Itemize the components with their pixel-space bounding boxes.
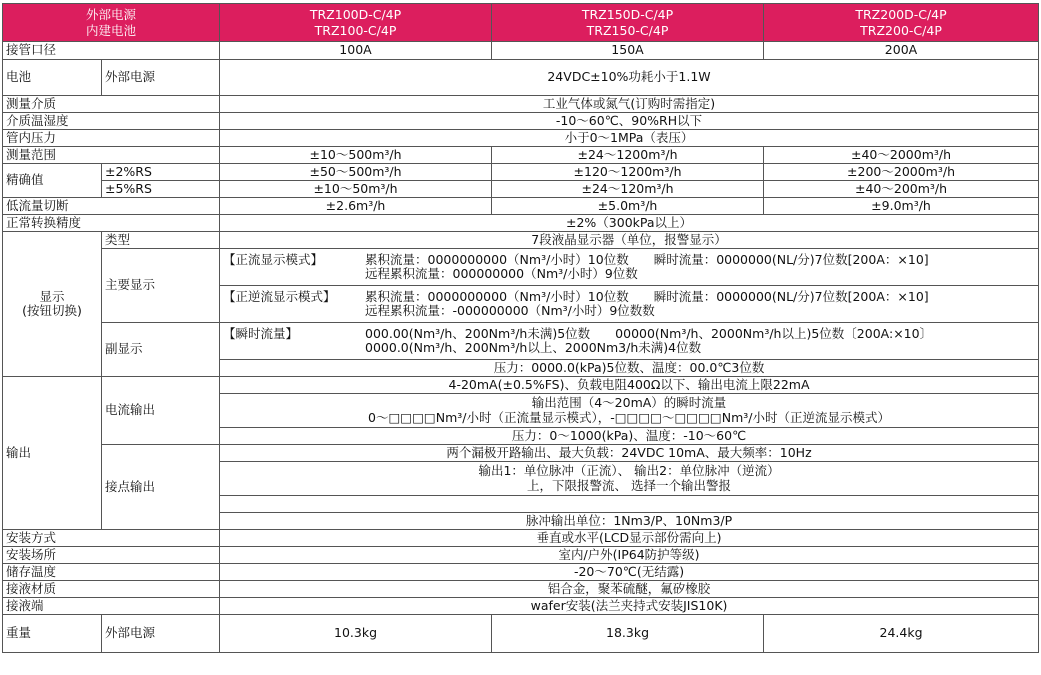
value-range-200: ±40～2000m³/h [764, 147, 1039, 164]
sublabel-display-main: 主要显示 [102, 249, 220, 323]
value-display-forward-mode [220, 249, 1039, 286]
value-range-150: ±24～1200m³/h [492, 147, 764, 164]
header-row [3, 4, 1039, 42]
label-output: 输出 [3, 377, 102, 530]
label-install: 安装方式 [3, 530, 220, 547]
value-connection: wafer安装(法兰夹持式安装JIS10K) [220, 598, 1039, 615]
label-conversion: 正常转换精度 [3, 215, 220, 232]
bidirectional-mode-line-2: 远程累积流量：-000000000（Nm³/小时）9位数数 [365, 303, 655, 318]
instant-mode-line-2: 0000.0(Nm³/h、200Nm³/h以上、2000Nm3/h未满)4位数 [365, 340, 702, 355]
value-contact-output-3: 脉冲输出单位：1Nm3/P、10Nm3/P [220, 513, 1039, 530]
value-current-output-3: 压力：0～1000(kPa)、温度：-10～60℃ [220, 428, 1039, 445]
current-output-range-detail: 0～□□□□Nm³/小时（正流量显示模式），-□□□□～□□□□Nm³/小时（正逆流显示模式） [368, 409, 890, 425]
row-display-sub-instant [3, 323, 1039, 360]
header-model-100 [220, 4, 492, 42]
row-location [3, 547, 1039, 564]
sublabel-contact-output: 接点输出 [102, 445, 220, 530]
header-power-cell [3, 4, 220, 42]
spec-table [2, 3, 1039, 653]
sublabel-display-sub: 副显示 [102, 323, 220, 377]
header-model-200 [764, 4, 1039, 42]
model-150d: TRZ150D-C/4P [581, 6, 674, 22]
value-conversion: ±2%（300kPa以上） [220, 215, 1039, 232]
sublabel-weight-external: 外部电源 [102, 615, 220, 653]
forward-mode-label: 【正流显示模式】 [223, 251, 324, 267]
label-pressure: 管内压力 [3, 130, 220, 147]
value-accuracy-5-200: ±40～200m³/h [764, 181, 1039, 198]
value-contact-output-empty [220, 496, 1039, 513]
row-range [3, 147, 1039, 164]
value-cutoff-100: ±2.6m³/h [220, 198, 492, 215]
row-pipe [3, 42, 1039, 60]
value-accuracy-2-150: ±120～1200m³/h [492, 164, 764, 181]
row-install [3, 530, 1039, 547]
display-label: 显示 [39, 288, 65, 304]
forward-mode-line-2: 远程累积流量：000000000（Nm³/小时）9位数 [365, 266, 638, 281]
model-100d: TRZ100D-C/4P [309, 6, 402, 22]
model-200d: TRZ200D-C/4P [855, 6, 947, 22]
value-display-pressure-temp: 压力：0000.0(kPa)5位数、温度：00.0℃3位数 [220, 360, 1039, 377]
row-output-contact-1 [3, 445, 1039, 462]
label-battery: 电池 [3, 60, 102, 96]
forward-mode-line-1: 累积流量：0000000000（Nm³/小时）10位数 瞬时流量：0000000(NL/分)7位数[200A：×10] [365, 251, 929, 267]
value-temp: -10～60℃、90%RH以下 [220, 113, 1039, 130]
label-storage: 储存温度 [3, 564, 220, 581]
model-150: TRZ150-C/4P [586, 22, 669, 38]
row-accuracy-2 [3, 164, 1039, 181]
value-location: 室内/户外(IP64防护等级) [220, 547, 1039, 564]
row-temp [3, 113, 1039, 130]
value-current-output-1: 4-20mA(±0.5%FS)、负载电阻400Ω以下、输出电流上限22mA [220, 377, 1039, 394]
value-pipe-100: 100A [220, 42, 492, 60]
display-label-button-switch: (按钮切换) [22, 303, 82, 318]
row-conversion [3, 215, 1039, 232]
value-pressure: 小于0～1MPa（表压） [220, 130, 1039, 147]
value-material: 铝合金，聚苯硫醚，氟矽橡胶 [220, 581, 1039, 598]
label-weight: 重量 [3, 615, 102, 653]
value-medium: 工业气体或氮气(订购时需指定) [220, 96, 1039, 113]
value-accuracy-2-100: ±50～500m³/h [220, 164, 492, 181]
value-display-bidirectional-mode [220, 286, 1039, 323]
row-medium [3, 96, 1039, 113]
model-100: TRZ100-C/4P [314, 22, 397, 38]
contact-output-pulse: 输出1：单位脉冲（正流）、 输出2：单位脉冲（逆流） [478, 463, 780, 478]
value-accuracy-5-150: ±24～120m³/h [492, 181, 764, 198]
row-cutoff [3, 198, 1039, 215]
value-accuracy-2-200: ±200～2000m³/h [764, 164, 1039, 181]
label-material: 接液材质 [3, 581, 220, 598]
sublabel-accuracy-5rs: ±5%RS [102, 181, 220, 198]
header-built-in-battery: 内建电池 [86, 22, 137, 38]
label-medium: 测量介质 [3, 96, 220, 113]
row-display-type [3, 232, 1039, 249]
label-pipe: 接管口径 [3, 42, 220, 60]
value-display-instant [220, 323, 1039, 360]
value-display-type: 7段液晶显示器（单位，报警显示） [220, 232, 1039, 249]
value-contact-output-1: 两个漏极开路输出、最大负载：24VDC 10mA、最大频率：10Hz [220, 445, 1039, 462]
value-storage: -20～70℃(无结露) [220, 564, 1039, 581]
label-connection: 接液端 [3, 598, 220, 615]
row-weight [3, 615, 1039, 653]
label-accuracy: 精确值 [3, 164, 102, 198]
bidirectional-mode-label: 【正逆流显示模式】 [223, 288, 336, 304]
value-weight-150: 18.3kg [492, 615, 764, 653]
row-material [3, 581, 1039, 598]
header-external-power: 外部电源 [86, 6, 137, 22]
row-output-current-1 [3, 377, 1039, 394]
value-install: 垂直或水平(LCD显示部份需向上) [220, 530, 1039, 547]
sublabel-accuracy-2rs: ±2%RS [102, 164, 220, 181]
row-connection [3, 598, 1039, 615]
header-model-150 [492, 4, 764, 42]
row-battery [3, 60, 1039, 96]
label-location: 安装场所 [3, 547, 220, 564]
value-weight-100: 10.3kg [220, 615, 492, 653]
bidirectional-mode-line-1: 累积流量：0000000000（Nm³/小时）10位数 瞬时流量：0000000(NL/分)7位数[200A：×10] [365, 288, 929, 304]
sublabel-display-type: 类型 [102, 232, 220, 249]
row-display-main-forward [3, 249, 1039, 286]
label-temp: 介质温湿度 [3, 113, 220, 130]
value-cutoff-150: ±5.0m³/h [492, 198, 764, 215]
value-weight-200: 24.4kg [764, 615, 1039, 653]
value-cutoff-200: ±9.0m³/h [764, 198, 1039, 215]
label-cutoff: 低流量切断 [3, 198, 220, 215]
row-accuracy-5 [3, 181, 1039, 198]
model-200: TRZ200-C/4P [860, 22, 942, 38]
value-range-100: ±10～500m³/h [220, 147, 492, 164]
row-pressure [3, 130, 1039, 147]
contact-output-alarm: 上，下限报警流、 选择一个输出警报 [527, 477, 731, 493]
value-battery: 24VDC±10%功耗小于1.1W [220, 60, 1039, 96]
row-storage [3, 564, 1039, 581]
value-accuracy-5-100: ±10～50m³/h [220, 181, 492, 198]
value-pipe-150: 150A [492, 42, 764, 60]
sublabel-current-output: 电流输出 [102, 377, 220, 445]
value-contact-output-2 [220, 462, 1039, 496]
instant-mode-label: 【瞬时流量】 [223, 325, 299, 341]
label-display [3, 232, 102, 377]
sublabel-battery-external: 外部电源 [102, 60, 220, 96]
value-pipe-200: 200A [764, 42, 1039, 60]
label-range: 测量范围 [3, 147, 220, 164]
current-output-range: 输出范围（4～20mA）的瞬时流量 [531, 395, 727, 410]
value-current-output-2 [220, 394, 1039, 428]
instant-mode-line-1: 000.00(Nm³/h、200Nm³/h未满)5位数 00000(Nm³/h、2000Nm³/h以上)5位数〔200A:×10〕 [365, 325, 933, 341]
